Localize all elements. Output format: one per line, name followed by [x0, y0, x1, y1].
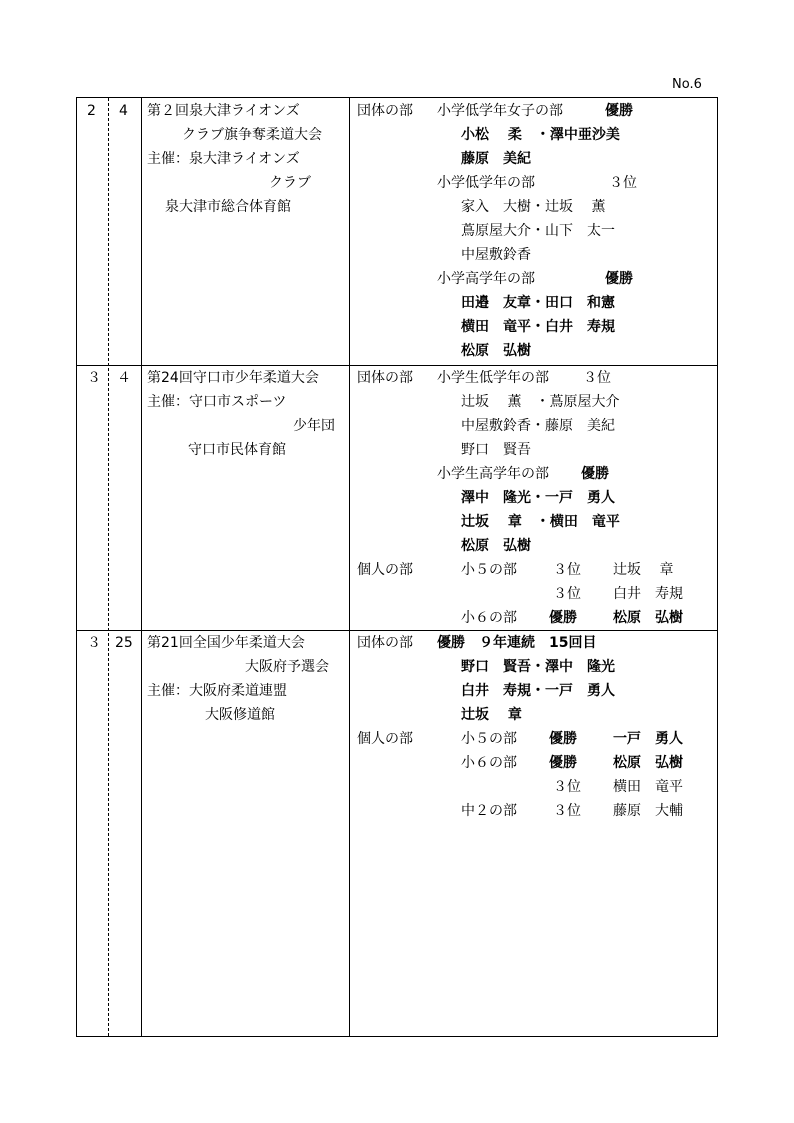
event-venue: 泉大津市総合体育館: [165, 199, 291, 215]
member-line: 松原 弘樹: [461, 343, 531, 359]
rank-label: ３位: [553, 779, 581, 795]
event-organizer: 主催：泉大津ライオンズ: [147, 151, 300, 167]
rank-label: 優勝: [581, 466, 609, 482]
member-line: 白井 寿規・一戸 勇人: [461, 683, 615, 699]
winner-name: 横田 竜平: [613, 779, 683, 795]
event-name: 第21回全国少年柔道大会: [147, 635, 305, 651]
winner-name: 松原 弘樹: [613, 755, 683, 771]
winner-name: 藤原 大輔: [613, 803, 683, 819]
division-label: 小５の部: [461, 562, 517, 578]
member-line: 蔦原屋大介・山下 太一: [461, 223, 615, 239]
rank-label: 優勝: [549, 755, 577, 771]
event-venue: 守口市民体育館: [188, 442, 286, 458]
rank-label: 優勝: [605, 103, 633, 119]
winner-name: 辻坂 章: [613, 562, 674, 578]
rank-label: 優勝: [549, 610, 577, 626]
rank-label: ３位: [553, 586, 581, 602]
month-day-divider: [108, 98, 109, 1036]
member-line: 野口 賢吾: [461, 442, 531, 458]
team-label: 団体の部: [357, 370, 413, 386]
rank-label: ３位: [583, 370, 611, 386]
event-name-cont: 大阪府予選会: [245, 659, 329, 675]
winner-name: 一戸 勇人: [613, 731, 683, 747]
page-number: No.6: [672, 77, 702, 92]
event-organizer-cont: クラブ: [269, 175, 311, 191]
month-cell: ３: [87, 370, 101, 386]
event-organizer: 主催：大阪府柔道連盟: [147, 683, 287, 699]
day-cell: 4: [119, 103, 128, 119]
rank-label: ３位: [609, 175, 637, 191]
member-line: 澤中 隆光・一戸 勇人: [461, 490, 615, 506]
rank-label: 優勝: [549, 731, 577, 747]
division-label: 小５の部: [461, 731, 517, 747]
result-headline: 優勝 ９年連続 15回目: [437, 635, 597, 651]
division-label: 小学高学年の部: [437, 271, 535, 287]
member-line: 辻坂 章 ・横田 竜平: [461, 514, 620, 530]
division-label: 小学低学年の部: [437, 175, 535, 191]
team-label: 団体の部: [357, 635, 413, 651]
event-organizer-cont: 少年団: [293, 418, 335, 434]
member-line: 中屋敷鈴香・藤原 美紀: [461, 418, 615, 434]
rank-label: 優勝: [605, 271, 633, 287]
member-line: 田邉 友章・田口 和憲: [461, 295, 615, 311]
results-table: [76, 97, 718, 1037]
month-cell: ３: [87, 635, 101, 651]
member-line: 家入 大樹・辻坂 薫: [461, 199, 606, 215]
day-cell: ４: [117, 370, 131, 386]
month-cell: 2: [87, 103, 96, 119]
event-column-divider: [349, 98, 350, 1036]
day-cell: 25: [115, 635, 133, 651]
event-name: 第２回泉大津ライオンズ: [147, 103, 300, 119]
event-name: 第24回守口市少年柔道大会: [147, 370, 319, 386]
division-label: 小学生低学年の部: [437, 370, 549, 386]
member-line: 横田 竜平・白井 寿規: [461, 319, 615, 335]
member-line: 中屋敷鈴香: [461, 247, 531, 263]
event-organizer: 主催：守口市スポーツ: [147, 394, 287, 410]
rank-label: ３位: [553, 562, 581, 578]
date-column-divider: [141, 98, 142, 1036]
division-label: 中２の部: [461, 803, 517, 819]
event-venue: 大阪修道館: [205, 707, 275, 723]
member-line: 辻坂 薫 ・蔦原屋大介: [461, 394, 620, 410]
team-label: 団体の部: [357, 103, 413, 119]
winner-name: 松原 弘樹: [613, 610, 683, 626]
individual-label: 個人の部: [357, 731, 413, 747]
division-label: 小６の部: [461, 755, 517, 771]
individual-label: 個人の部: [357, 562, 413, 578]
member-line: 辻坂 章: [461, 707, 522, 723]
member-line: 松原 弘樹: [461, 538, 531, 554]
event-name-cont: クラブ旗争奪柔道大会: [182, 127, 322, 143]
winner-name: 白井 寿規: [613, 586, 683, 602]
rank-label: ３位: [553, 803, 581, 819]
member-line: 小松 柔 ・澤中亜沙美: [461, 127, 620, 143]
division-label: 小学生高学年の部: [437, 466, 549, 482]
member-line: 藤原 美紀: [461, 151, 531, 167]
division-label: 小学低学年女子の部: [437, 103, 563, 119]
division-label: 小６の部: [461, 610, 517, 626]
member-line: 野口 賢吾・澤中 隆光: [461, 659, 615, 675]
